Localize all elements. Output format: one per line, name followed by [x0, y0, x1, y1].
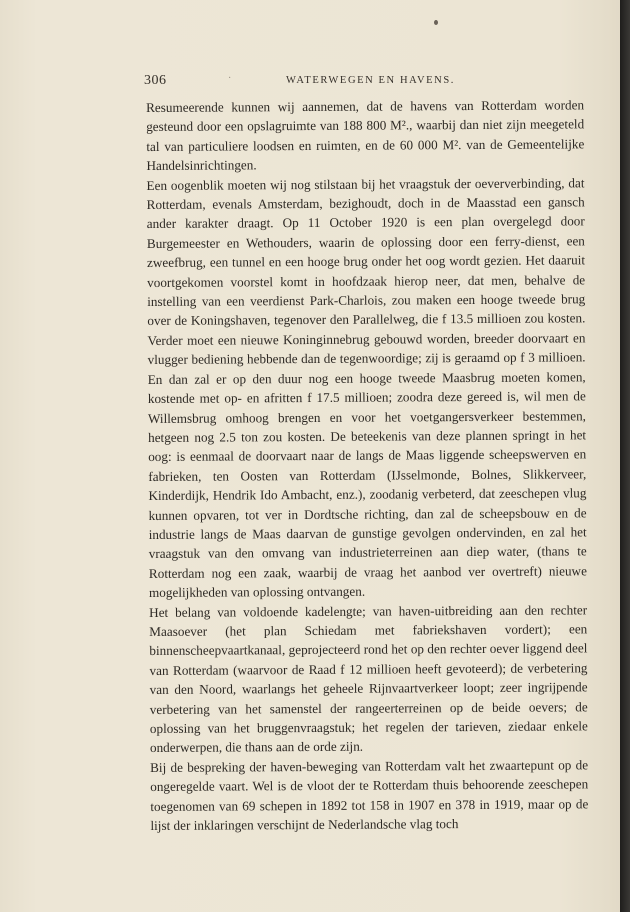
page-edge-shadow — [620, 0, 630, 912]
paragraph-4: Bij de bespreking der haven-beweging van Rotterdam valt het zwaartepunt op de ongeregelde vaart. Wel is de vloot der te Rotterdam thuis behoorende zeeschepen toegenomen van 69 schepen in 1892 tot 158 in 1907 en 378 in 1919, maar op de lijst der inklaringen verschijnt de Nederlandsche vlag toch — [150, 757, 589, 834]
paragraph-1: Resumeerende kunnen wij aannemen, dat de havens van Rotterdam worden gesteund door een opslagruimte van 188 800 M²., waarbij dan niet zijn meegeteld tal van particuliere loodsen en ruimten, en de 60 000 M². van de Gemeentelijke Handelsinrichtingen. — [146, 97, 585, 174]
ink-speck — [434, 20, 438, 25]
header-ornament: · — [228, 73, 232, 84]
running-title: WATERWEGEN EN HAVENS. — [286, 75, 456, 86]
running-head — [144, 73, 604, 93]
paragraph-3: Het belang van voldoende kadelengte; van haven-uitbreiding aan den rechter Maasoever (het plan Schiedam met fabriekshaven vordert); een binnenscheepvaartkanaal, geprojecteerd rond het op den rechter oever liggend deel van Rotterdam (waarvoor de Raad f 12 millioen heeft gevoteerd); de verbetering van den Noord, waarlangs het geheele Rijnvaartverkeer loopt; zeer ingrijpende verbetering van het samenstel der rangeerterreinen op de beide oevers; de oplossing van het bruggenvraagstuk; het regelen der tarieven, ziedaar enkele onderwerpen, die thans aan de orde zijn. — [149, 601, 588, 756]
body-text — [146, 95, 588, 835]
page-number: 306 — [144, 73, 167, 88]
paragraph-2: Een oogenblik moeten wij nog stilstaan bij het vraagstuk der oeververbinding, dat Rotterdam, evenals Amsterdam, bezighoudt, doch in de Maasstad een gansch ander karakter draagt. Op 11 October 1920 is een plan overgelegd door Burgemeester en Wethouders, waarin de oplossing door een ferry-dienst, een zweefbrug, een tunnel en een hooge brug onder het oog wordt gezien. Het daaruit voortgekomen voorstel komt in hoofdzaak hierop neer, dat men, behalve de instelling van een veerdienst Park-Charlois, zou maken een hooge tweede brug over de Koningshaven, tegenover den Parallelweg, die f 13.5 millioen zou kosten. Verder moet een nieuwe Koninginnebrug gebouwd worden, breeder doorvaart en vlugger bediening hebbende dan de tegenwoordige; zij is geraamd op f 3 millioen. En dan zal er op den duur nog een hooge tweede Maasbrug moeten komen, kostende met op- en afritten f 17.5 millioen; zoodra deze gereed is, wil men de Willemsbrug omhoog brengen en voor het voetgangersverkeer bestemmen, hetgeen nog 2.5 ton zou kosten. De beteekenis van deze plannen springt in het oog: is eenmaal de doorvaart naar de langs de Maas liggende scheepswerven en fabrieken, ten Oosten van Rotterdam (IJsselmonde, Bolnes, Slikkerveer, Kinderdijk, Hendrik Ido Ambacht, enz.), zoodanig verbeterd, dat zeeschepen vlug kunnen opvaren, tot ver in Dordtsche richting, dan zal de scheepsbouw en de industrie langs de Maas daarvan de gunstige gevolgen ondervinden, en zal het vraagstuk van den omvang van industrieterreinen aan diep water, (thans te Rotterdam nog een zaak, waarbij de vraag het aanbod ver overtreft) nieuwe mogelijkheden van oplossing ontvangen. — [146, 174, 587, 601]
